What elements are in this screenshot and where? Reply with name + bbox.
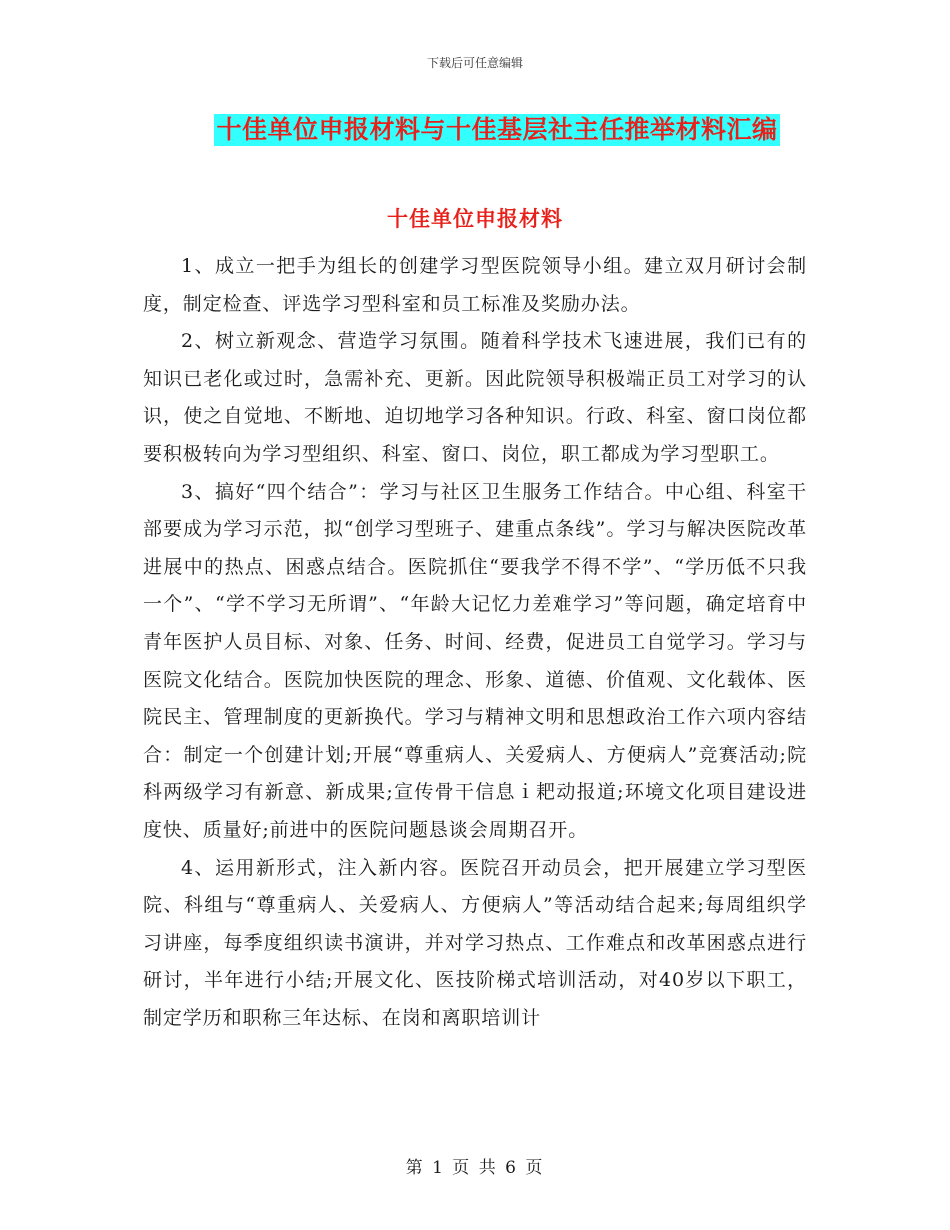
paragraph-4: 4、运用新形式，注入新内容。医院召开动员会，把开展建立学习型医院、科组与“尊重病人、关爱病人、方便病人”等活动结合起来;每周组织学习讲座，每季度组织读书演讲，并对学习热点、工作难点和改革困惑点进行研讨，半年进行小结;开展文化、医技阶梯式培训活动，对40岁以下职工，制定学历和职称三年达标、在岗和离职培训计 [143, 856, 807, 1029]
page-number-footer: 第 1 页 共 6 页 [405, 1158, 545, 1178]
document-body [143, 248, 807, 1037]
paragraph-2: 2、树立新观念、营造学习氛围。随着科学技术飞速进展，我们已有的知识已老化或过时，急需补充、更新。因此院领导积极端正员工对学习的认识，使之自觉地、不断地、迫切地学习各种知识。行政、科室、窗口岗位都要积极转向为学习型组织、科室、窗口、岗位，职工都成为学习型职工。 [143, 330, 807, 465]
main-title-container [0, 114, 950, 146]
document-main-title: 十佳单位申报材料与十佳基层社主任推举材料汇编 [216, 115, 778, 144]
section-title: 十佳单位申报材料 [387, 206, 563, 231]
page-header-note: 下载后可任意编辑 [426, 56, 523, 70]
paragraph-1: 1、成立一把手为组长的创建学习型医院领导小组。建立双月研讨会制度，制定检查、评选学习型科室和员工标准及奖励办法。 [143, 255, 807, 315]
paragraph-3: 3、搞好“四个结合”：学习与社区卫生服务工作结合。中心组、科室干部要成为学习示范，拟“创学习型班子、建重点条线”。学习与解决医院改革进展中的热点、困惑点结合。医院抓住“要我学不得不学”、“学历低不只我一个”、“学不学习无所谓”、“年龄大记忆力差难学习”等问题，确定培育中青年医护人员目标、对象、任务、时间、经费，促进员工自觉学习。学习与医院文化结合。医院加快医院的理念、形象、道德、价值观、文化载体、医院民主、管理制度的更新换代。学习与精神文明和思想政治工作六项内容结合：制定一个创建计划;开展“尊重病人、关爱病人、方便病人”竞赛活动;院科两级学习有新意、新成果;宣传骨干信息ｉ耙动报道;环境文化项目建设进度快、质量好;前进中的医院问题恳谈会周期召开。 [143, 480, 807, 841]
